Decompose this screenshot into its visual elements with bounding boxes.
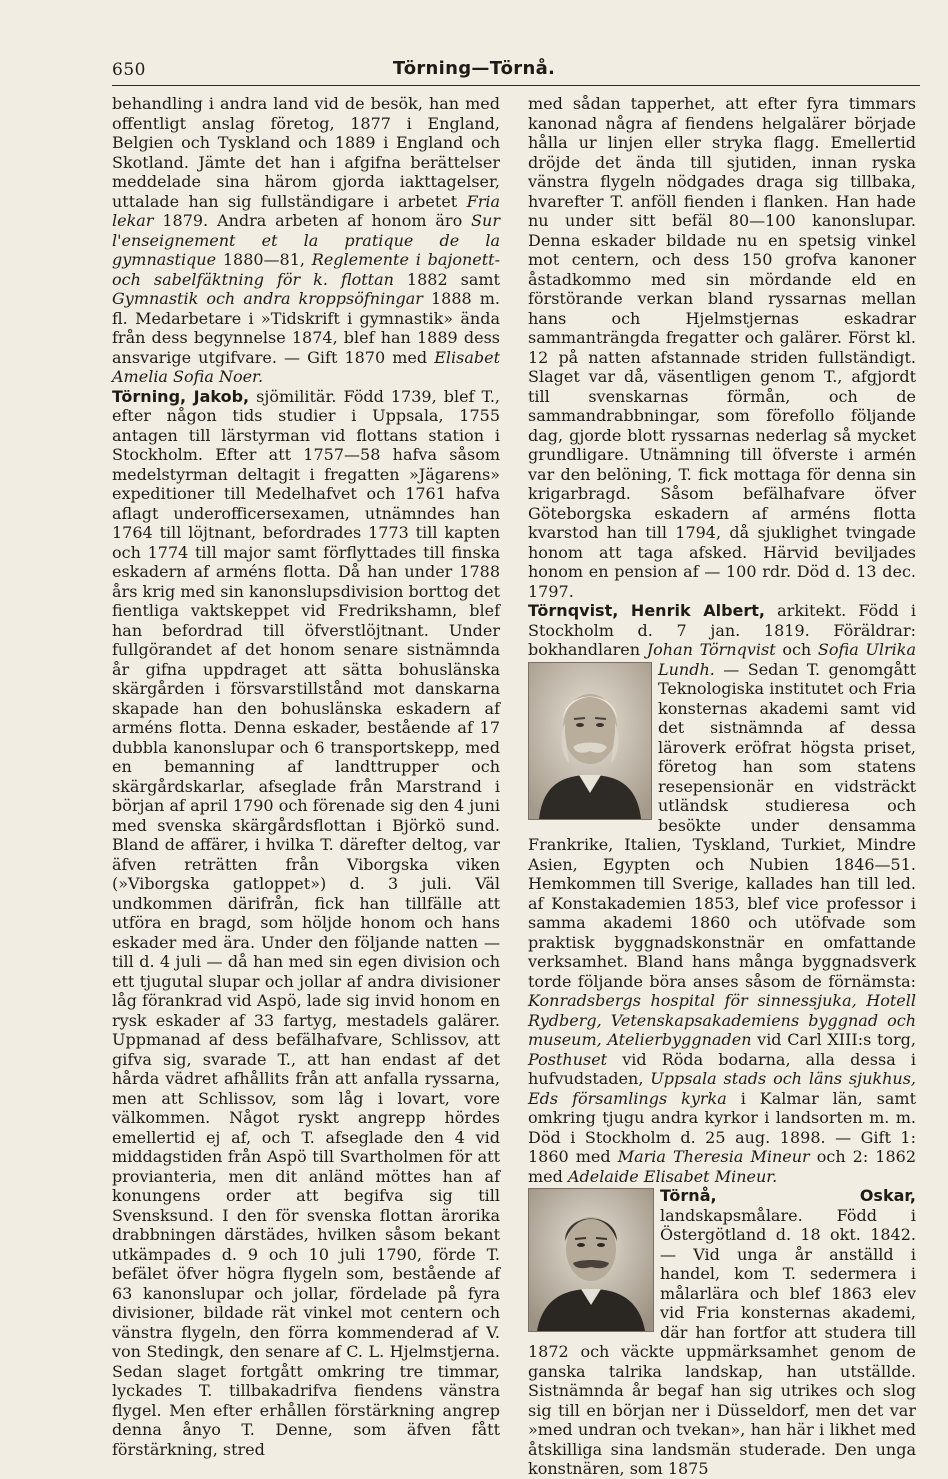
entry-heading: Törnqvist, Henrik Albert,	[528, 601, 765, 620]
portrait-image	[528, 662, 652, 820]
entry-heading: Törnå, Oskar,	[660, 1186, 916, 1205]
entry-heading: Törning, Jakob,	[112, 386, 250, 406]
work-title: Fria lekar	[112, 191, 500, 230]
running-title: Törning—Törnå.	[392, 58, 556, 79]
left-column	[112, 94, 500, 1459]
portrait-image	[528, 1188, 654, 1332]
page-number: 650	[112, 60, 146, 80]
spouse-name: Elisabet Amelia Sofia Noer.	[112, 347, 500, 386]
work-title: Sur l'enseignement et la pratique de la gymnastique	[112, 211, 500, 269]
work-title: Reglemente i bajonett- och sabelfäktning för k. flottan	[112, 250, 500, 289]
header-rule	[112, 85, 920, 86]
paragraph-ling-continuation: behandling i andra land vid de besök, han med offentligt anslag företog, 1877 i England, Belgien och Tyskland och 1889 i England och Skotland. Jämte det han i afgifna berättelser meddelade sina härom gjorda iakttagelser, uttalade han sig fullständigare i arbetet Fria lekar 1879. Andra arbeten af honom äro Sur l'enseignement et la pratique de la gymnastique 1880—81, Reglemente i bajonett- och sabelfäktning för k. flottan 1882 samt Gymnastik och andra kroppsöfningar 1888 m. fl. Medarbetare i »Tidskrift i gymnastik» ända från dess begynnelse 1874, blef han 1889 dess ansvarige utgifvare. — Gift 1870 med Elisabet Amelia Sofia Noer.	[112, 94, 500, 386]
paragraph-torning-continuation: med sådan tapperhet, att efter fyra timmars kanonad några af fiendens helgalärer började hålla ur linjen eller stryka flagg. Emellertid dröjde det ända till sjutiden, innan ryska vänstra flygeln nödgades draga sig tillbaka, hvarefter T. anföll fienden i flanken. Han hade nu under sitt befäl 80—100 kanonslupar. Denna eskader bildade nu en spetsig vinkel mot centern, och dess 150 grofva kanoner åstadkommo med sin mördande eld en förstörande verkan bland ryssarnas mellan hans och Hjelmstjernas eskadrar sammanträngda fregatter och galärer. Först kl. 12 på natten afstannade striden fullständigt. Slaget var då, väsentligen genom T., afgjordt till svenskarnas förmån, och de sammandrabbningar, som förefollo följande dag, gjorde blott ryssarnas nederlag så mycket grundligare. Utnämning till öfverste i armén var den belöning, T. fick mottaga för denna sin krigarbragd. Såsom befälhafvare öfver Göteborgska eskadern af arméns flotta kvarstod han till 1794, då sjuklighet tvingade honom att taga afsked. Härvid beviljades honom en pension af — 100 rdr. Död d. 13 dec. 1797.	[528, 94, 916, 601]
entry-torning: Törning, Jakob, sjömilitär. Född 1739, blef T., efter någon tids studier i Uppsala, 1755 antagen till lärstyrman vid flottans station i Stockholm. Efter att 1757—58 hafva såsom medelstyrman deltagit i fregatten »Jägarens» expeditioner till Medelhafvet och 1761 hafva aflagt underofficersexamen, utnämndes han 1764 till löjtnant, befordrades 1773 till kapten och 1774 till major samt förflyttades till finska eskadern af arméns flotta. Då han under 1788 års krig med sin kanonslupsdivision borttog det fientliga vaktskeppet vid Fredrikshamn, blef han befordrad till öfverstlöjtnant. Under fullgörandet af det honom senare sistnämnda år gifna uppdraget att sätta bohuslänska skärgården i försvarstillstånd mot danskarna skapade han den bohuslänska eskadern af arméns flotta. Denna eskader, bestående af 17 dubbla kanonslupar och 6 transportskepp, med en bemanning af landttrupper och skärgårdskarlar, afseglade från Marstrand i början af april 1790 och förenade sig den 4 juni med svenska skärgårdsflottan i Björkö sund. Bland de affärer, i hvilka T. därefter deltog, var äfven reträtten från Viborgska viken (»Viborgska gatloppet») d. 3 juli. Väl undkommen därifrån, fick han tillfälle att utföra en bragd, som höljde honom och hans eskader med ära. Under den följande natten — till d. 4 juli — då han med sin egen division och ett tjugutal slupar och jollar af andra divisioner låg förankrad vid Aspö, lade sig invid honom en rysk eskader af 33 fartyg, mestadels galärer. Uppmanad af dess befälhafvare, Schlissov, att gifva sig, svarade T., att han endast af det hårda vädret afhållits från att anfalla ryssarna, men att Schlissov, som låg i lovart, vore välkommen. Något ryskt angrepp hördes emellertid ej af, och T. afseglade den 4 vid middagstiden från Aspö till Svartholmen för att provianteria, men dit anländ möttes han af konungens order att begifva sig till Svensksund. I den för svenska flottan ärorika drabbningen därstädes, hvilken såsom bekant utkämpades d. 9 och 10 juli 1790, förde T. befälet öfver högra flygeln som, bestående af 63 kanonslupar och jollar, fördelade på fyra divisioner, bildade rät vinkel mot centern och vänstra flygeln, den förra kommenderad af V. von Stedingk, den senare af C. L. Hjelmstjerna. Sedan slaget fortgått omkring tre timmar, lyckades T. tillbakadrifva fiendens vänstra flygel. Men efter erhållen förstärkning angrep denna ånyo T. Denne, som äfven fått förstärkning, stred	[112, 386, 500, 1459]
right-column	[528, 94, 917, 1478]
entry-tornqvist: Törnqvist, Henrik Albert, arkitekt. Född i Stockholm d. 7 jan. 1819. Föräldrar: bokhandlaren Johan Törnqvist och Sofia Ulrika Lundh. — Sedan T. genomgått Teknologiska institutet och Fria konsternas akademi samt vid det sistnämnda af dessa läroverk eröfrat högsta priset, företog han som statens resepensionär en vidsträckt utländsk studieresa och besökte under densamma Frankrike, Italien, Tyskland, Turkiet, Mindre Asien, Egypten och Nubien 1846—51. Hemkommen till Sverige, kallades han till led. af Konstakademien 1853, blef vice professor i samma akademi 1860 och utöfvade som praktisk byggnadskonstnär en omfattande verksamhet. Bland hans många byggnadsverk torde följande böra anses såsom de förnämsta: Konradsbergs hospital för sinnessjuka, Hotell Rydberg, Vetenskapsakademiens byggnad och museum, Atelierbyggnaden vid Carl XIII:s torg, Posthuset vid Röda bodarna, alla dessa i hufvudstaden, Uppsala stads och läns sjukhus, Eds församlings kyrka i Kalmar län, samt omkring tjugu andra kyrkor i landsorten m. m. Död i Stockholm d. 25 aug. 1898. — Gift 1: 1860 med Maria Theresia Mineur och 2: 1862 med Adelaide Elisabet Mineur.	[528, 601, 917, 1186]
entry-torna: Törnå, Oskar, landskapsmålare. Född i Östergötland d. 18 okt. 1842. — Vid unga år anställd i handel, kom T. sedermera i målarlära och blef 1863 elev vid Fria konsternas akademi, där han fortfor att studera till 1872 och väckte uppmärksamhet genom de ganska talrika landskap, han utställde. Sistnämnda år begaf han sig utrikes och slog sig till en början ner i Düsseldorf, men det var »med undran och tvekan», han här i likhet med åtskilliga sina landsmän studerade. Den unga konstnären, som 1875	[528, 1186, 916, 1478]
work-title: Gymnastik och andra kroppsöfningar	[112, 289, 423, 308]
